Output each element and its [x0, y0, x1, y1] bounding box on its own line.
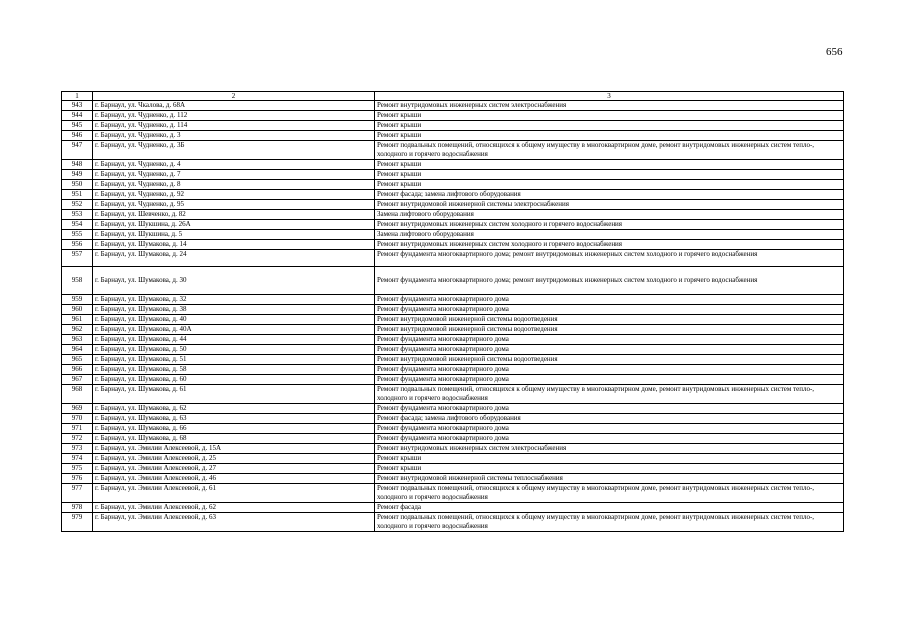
row-number-cell: 971	[62, 424, 93, 434]
table-row	[62, 484, 844, 503]
row-work-cell: Ремонт крыши	[375, 454, 844, 464]
row-number-cell: 976	[62, 474, 93, 484]
row-work-cell: Ремонт фундамента многоквартирного дома	[375, 424, 844, 434]
row-number-cell: 954	[62, 220, 93, 230]
table-row	[62, 454, 844, 464]
row-work-cell: Ремонт фундамента многоквартирного дома	[375, 434, 844, 444]
table-row	[62, 335, 844, 345]
row-address-cell: г. Барнаул, ул. Шукшина, д. 5	[93, 230, 375, 240]
row-address-cell: г. Барнаул, ул. Чудненко, д. 112	[93, 111, 375, 121]
row-number-cell: 951	[62, 190, 93, 200]
row-work-cell: Замена лифтового оборудования	[375, 230, 844, 240]
row-number-cell: 977	[62, 484, 93, 503]
table-row	[62, 513, 844, 532]
table-row	[62, 141, 844, 160]
row-address-cell: г. Барнаул, ул. Шумакова, д. 61	[93, 385, 375, 404]
row-number-cell: 979	[62, 513, 93, 532]
row-work-cell: Ремонт внутридомовых инженерных систем холодного и горячего водоснабжения	[375, 240, 844, 250]
row-address-cell: г. Барнаул, ул. Шумакова, д. 60	[93, 375, 375, 385]
table-row	[62, 240, 844, 250]
row-number-cell: 952	[62, 200, 93, 210]
row-number-cell: 975	[62, 464, 93, 474]
row-work-cell: Ремонт внутридомовых инженерных систем холодного и горячего водоснабжения	[375, 220, 844, 230]
table-row	[62, 385, 844, 404]
table-row	[62, 190, 844, 200]
table-row	[62, 131, 844, 141]
row-work-cell: Ремонт крыши	[375, 464, 844, 474]
table-row	[62, 160, 844, 170]
table-body	[62, 92, 844, 532]
table-row	[62, 503, 844, 513]
row-work-cell: Ремонт внутридомовой инженерной системы электроснабжения	[375, 200, 844, 210]
row-address-cell: г. Барнаул, ул. Шумакова, д. 40	[93, 315, 375, 325]
row-work-cell: Ремонт фундамента многоквартирного дома	[375, 305, 844, 315]
row-address-cell: г. Барнаул, ул. Шумакова, д. 38	[93, 305, 375, 315]
row-work-cell: Ремонт фасада; замена лифтового оборудования	[375, 190, 844, 200]
table-row	[62, 345, 844, 355]
row-address-cell: г. Барнаул, ул. Шумакова, д. 14	[93, 240, 375, 250]
table-row	[62, 170, 844, 180]
row-number-cell: 963	[62, 335, 93, 345]
row-address-cell: г. Барнаул, ул. Шевченко, д. 82	[93, 210, 375, 220]
row-number-cell: 970	[62, 414, 93, 424]
table-row	[62, 250, 844, 267]
row-work-cell: Ремонт внутридомовых инженерных систем электроснабжения	[375, 101, 844, 111]
row-number-cell: 961	[62, 315, 93, 325]
page-number: 656	[826, 46, 843, 58]
row-number-cell: 948	[62, 160, 93, 170]
table-row	[62, 230, 844, 240]
header-cell-number: 1	[62, 92, 93, 101]
row-work-cell: Ремонт подвальных помещений, относящихся к общему имуществу в многоквартирном доме, ремонт внутридомовых инженерных систем тепло-, холодного и горячего водоснабжения	[375, 385, 844, 404]
table-row	[62, 101, 844, 111]
row-address-cell: г. Барнаул, ул. Эмилии Алексеевой, д. 27	[93, 464, 375, 474]
row-number-cell: 945	[62, 121, 93, 131]
row-work-cell: Ремонт крыши	[375, 121, 844, 131]
row-number-cell: 944	[62, 111, 93, 121]
row-number-cell: 974	[62, 454, 93, 464]
table-row	[62, 375, 844, 385]
row-address-cell: г. Барнаул, ул. Шумакова, д. 50	[93, 345, 375, 355]
row-number-cell: 958	[62, 267, 93, 295]
row-work-cell: Ремонт подвальных помещений, относящихся к общему имуществу в многоквартирном доме, ремонт внутридомовых инженерных систем тепло-, холодного и горячего водоснабжения	[375, 141, 844, 160]
table-row	[62, 210, 844, 220]
row-address-cell: г. Барнаул, ул. Шумакова, д. 40А	[93, 325, 375, 335]
table-header-row	[62, 92, 844, 101]
row-number-cell: 949	[62, 170, 93, 180]
row-address-cell: г. Барнаул, ул. Шумакова, д. 30	[93, 267, 375, 295]
row-number-cell: 969	[62, 404, 93, 414]
table-row	[62, 464, 844, 474]
table-row	[62, 315, 844, 325]
row-work-cell: Ремонт фундамента многоквартирного дома	[375, 335, 844, 345]
row-number-cell: 956	[62, 240, 93, 250]
row-address-cell: г. Барнаул, ул. Эмилии Алексеевой, д. 25	[93, 454, 375, 464]
row-address-cell: г. Барнаул, ул. Шумакова, д. 63	[93, 414, 375, 424]
row-address-cell: г. Барнаул, ул. Шумакова, д. 24	[93, 250, 375, 267]
row-address-cell: г. Барнаул, ул. Чудненко, д. 8	[93, 180, 375, 190]
row-address-cell: г. Барнаул, ул. Шумакова, д. 32	[93, 295, 375, 305]
row-number-cell: 946	[62, 131, 93, 141]
row-work-cell: Ремонт фундамента многоквартирного дома	[375, 295, 844, 305]
row-address-cell: г. Барнаул, ул. Шумакова, д. 58	[93, 365, 375, 375]
table-row	[62, 325, 844, 335]
table-row	[62, 305, 844, 315]
row-number-cell: 953	[62, 210, 93, 220]
row-address-cell: г. Барнаул, ул. Шумакова, д. 68	[93, 434, 375, 444]
row-work-cell: Ремонт фундамента многоквартирного дома	[375, 365, 844, 375]
row-work-cell: Ремонт внутридомовой инженерной системы водоотведения	[375, 325, 844, 335]
table-row	[62, 180, 844, 190]
row-address-cell: г. Барнаул, ул. Шумакова, д. 62	[93, 404, 375, 414]
table-row	[62, 444, 844, 454]
row-number-cell: 962	[62, 325, 93, 335]
row-number-cell: 959	[62, 295, 93, 305]
table-row	[62, 404, 844, 414]
repair-registry-table	[61, 91, 844, 532]
row-work-cell: Ремонт подвальных помещений, относящихся к общему имуществу в многоквартирном доме, ремонт внутридомовых инженерных систем тепло-, холодного и горячего водоснабжения	[375, 484, 844, 503]
row-work-cell: Ремонт фундамента многоквартирного дома; ремонт внутридомовых инженерных систем холодного и горячего водоснабжения	[375, 250, 844, 267]
row-work-cell: Ремонт внутридомовой инженерной системы водоотведения	[375, 315, 844, 325]
row-address-cell: г. Барнаул, ул. Чудненко, д. 92	[93, 190, 375, 200]
row-work-cell: Ремонт крыши	[375, 111, 844, 121]
row-address-cell: г. Барнаул, ул. Шумакова, д. 44	[93, 335, 375, 345]
row-address-cell: г. Барнаул, ул. Чудненко, д. 3Б	[93, 141, 375, 160]
header-cell-address: 2	[93, 92, 375, 101]
row-work-cell: Ремонт фундамента многоквартирного дома	[375, 404, 844, 414]
row-address-cell: г. Барнаул, ул. Эмилии Алексеевой, д. 63	[93, 513, 375, 532]
row-work-cell: Ремонт фасада	[375, 503, 844, 513]
row-work-cell: Ремонт подвальных помещений, относящихся к общему имуществу в многоквартирном доме, ремонт внутридомовых инженерных систем тепло-, холодного и горячего водоснабжения	[375, 513, 844, 532]
row-number-cell: 943	[62, 101, 93, 111]
row-address-cell: г. Барнаул, ул. Шумакова, д. 66	[93, 424, 375, 434]
table-row	[62, 434, 844, 444]
row-address-cell: г. Барнаул, ул. Чудненко, д. 7	[93, 170, 375, 180]
row-number-cell: 960	[62, 305, 93, 315]
row-number-cell: 967	[62, 375, 93, 385]
table-row	[62, 295, 844, 305]
row-number-cell: 968	[62, 385, 93, 404]
row-work-cell: Ремонт фундамента многоквартирного дома	[375, 345, 844, 355]
row-work-cell: Ремонт фундамента многоквартирного дома; ремонт внутридомовых инженерных систем холодного и горячего водоснабжения	[375, 267, 844, 295]
row-work-cell: Замена лифтового оборудования	[375, 210, 844, 220]
row-address-cell: г. Барнаул, ул. Эмилии Алексеевой, д. 15А	[93, 444, 375, 454]
row-number-cell: 955	[62, 230, 93, 240]
table-row	[62, 200, 844, 210]
row-address-cell: г. Барнаул, ул. Эмилии Алексеевой, д. 62	[93, 503, 375, 513]
row-work-cell: Ремонт внутридомовых инженерных систем электроснабжения	[375, 444, 844, 454]
row-number-cell: 972	[62, 434, 93, 444]
table-row	[62, 365, 844, 375]
row-address-cell: г. Барнаул, ул. Чудненко, д. 95	[93, 200, 375, 210]
row-address-cell: г. Барнаул, ул. Чкалова, д. 68А	[93, 101, 375, 111]
row-number-cell: 965	[62, 355, 93, 365]
row-number-cell: 964	[62, 345, 93, 355]
row-work-cell: Ремонт внутридомовой инженерной системы водоотведения	[375, 355, 844, 365]
row-number-cell: 957	[62, 250, 93, 267]
header-cell-work: 3	[375, 92, 844, 101]
row-address-cell: г. Барнаул, ул. Чудненко, д. 4	[93, 160, 375, 170]
table-row	[62, 355, 844, 365]
row-address-cell: г. Барнаул, ул. Шумакова, д. 51	[93, 355, 375, 365]
row-number-cell: 950	[62, 180, 93, 190]
table-row	[62, 474, 844, 484]
row-number-cell: 978	[62, 503, 93, 513]
row-address-cell: г. Барнаул, ул. Шукшина, д. 26А	[93, 220, 375, 230]
table-row	[62, 424, 844, 434]
row-work-cell: Ремонт крыши	[375, 131, 844, 141]
table-row	[62, 414, 844, 424]
row-work-cell: Ремонт фундамента многоквартирного дома	[375, 375, 844, 385]
table-row	[62, 111, 844, 121]
row-number-cell: 966	[62, 365, 93, 375]
row-number-cell: 973	[62, 444, 93, 454]
row-work-cell: Ремонт фасада; замена лифтового оборудования	[375, 414, 844, 424]
row-work-cell: Ремонт крыши	[375, 160, 844, 170]
row-address-cell: г. Барнаул, ул. Чудненко, д. 114	[93, 121, 375, 131]
row-number-cell: 947	[62, 141, 93, 160]
table-row	[62, 267, 844, 295]
row-work-cell: Ремонт крыши	[375, 180, 844, 190]
row-address-cell: г. Барнаул, ул. Эмилии Алексеевой, д. 61	[93, 484, 375, 503]
row-address-cell: г. Барнаул, ул. Эмилии Алексеевой, д. 46	[93, 474, 375, 484]
table-row	[62, 121, 844, 131]
table-row	[62, 220, 844, 230]
row-work-cell: Ремонт крыши	[375, 170, 844, 180]
row-work-cell: Ремонт внутридомовой инженерной системы теплоснабжения	[375, 474, 844, 484]
row-address-cell: г. Барнаул, ул. Чудненко, д. 3	[93, 131, 375, 141]
